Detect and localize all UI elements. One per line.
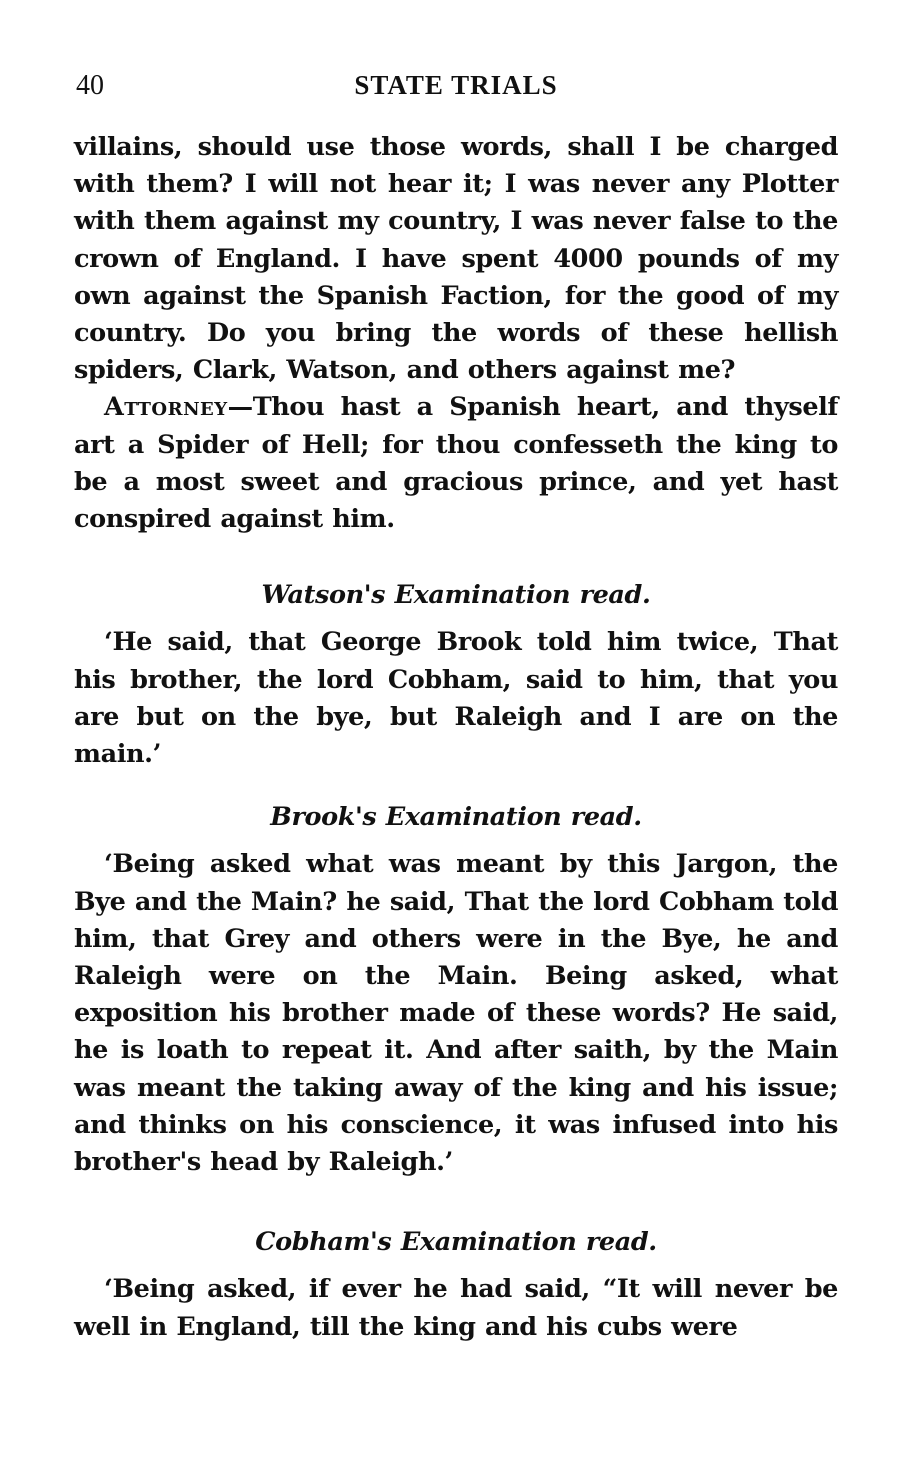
running-head bbox=[76, 70, 836, 110]
page-number: 40 bbox=[76, 70, 104, 101]
paragraph-brook-examination: ‘Being asked what was meant by this Jargon, the Bye and the Main? he said, That the lord Cobham told him, that Grey and others were in the Bye, he and Raleigh were on the Main. Being asked, what exposition his brother made of these words? He said, he is loath to repeat it. And after saith, by the Main was meant the taking away of the king and his issue; and thinks on his conscience, it was infused into his brother's head by Raleigh.’ bbox=[74, 849, 838, 1178]
heading-cobham-examination: Cobham's Examination read. bbox=[255, 1227, 657, 1258]
heading-watson-examination: Watson's Examination read. bbox=[261, 580, 651, 611]
attorney-text: —Thou hast a Spanish heart, and thyself art a Spider of Hell; for thou confesseth the king to be a most sweet and gracious prince, and yet hast conspired against him. bbox=[74, 392, 838, 535]
paragraph-watson-examination: ‘He said, that George Brook told him twice, That his brother, the lord Cobham, said to him, that you are but on the bye, but Raleigh and I are on the main.’ bbox=[74, 627, 838, 770]
paragraph-cobham-examination: ‘Being asked, if ever he had said, “It will never be well in England, till the king and his cubs were bbox=[74, 1274, 838, 1342]
paragraph-raleigh-speech: villains, should use those words, shall I be charged with them? I will not hear it; I was never any Plotter with them against my country, I was never false to the crown of England. I have spent 4000 pounds of my own against the Spanish Faction, for the good of my country. Do you bring the words of these hellish spiders, Clark, Watson, and others against me? bbox=[74, 132, 838, 386]
running-title: STATE TRIALS bbox=[354, 70, 558, 100]
paragraph-attorney bbox=[74, 389, 838, 538]
speaker-attorney: Attorney bbox=[104, 392, 228, 423]
body-text bbox=[74, 129, 838, 1346]
heading-brook-examination: Brook's Examination read. bbox=[270, 802, 642, 833]
